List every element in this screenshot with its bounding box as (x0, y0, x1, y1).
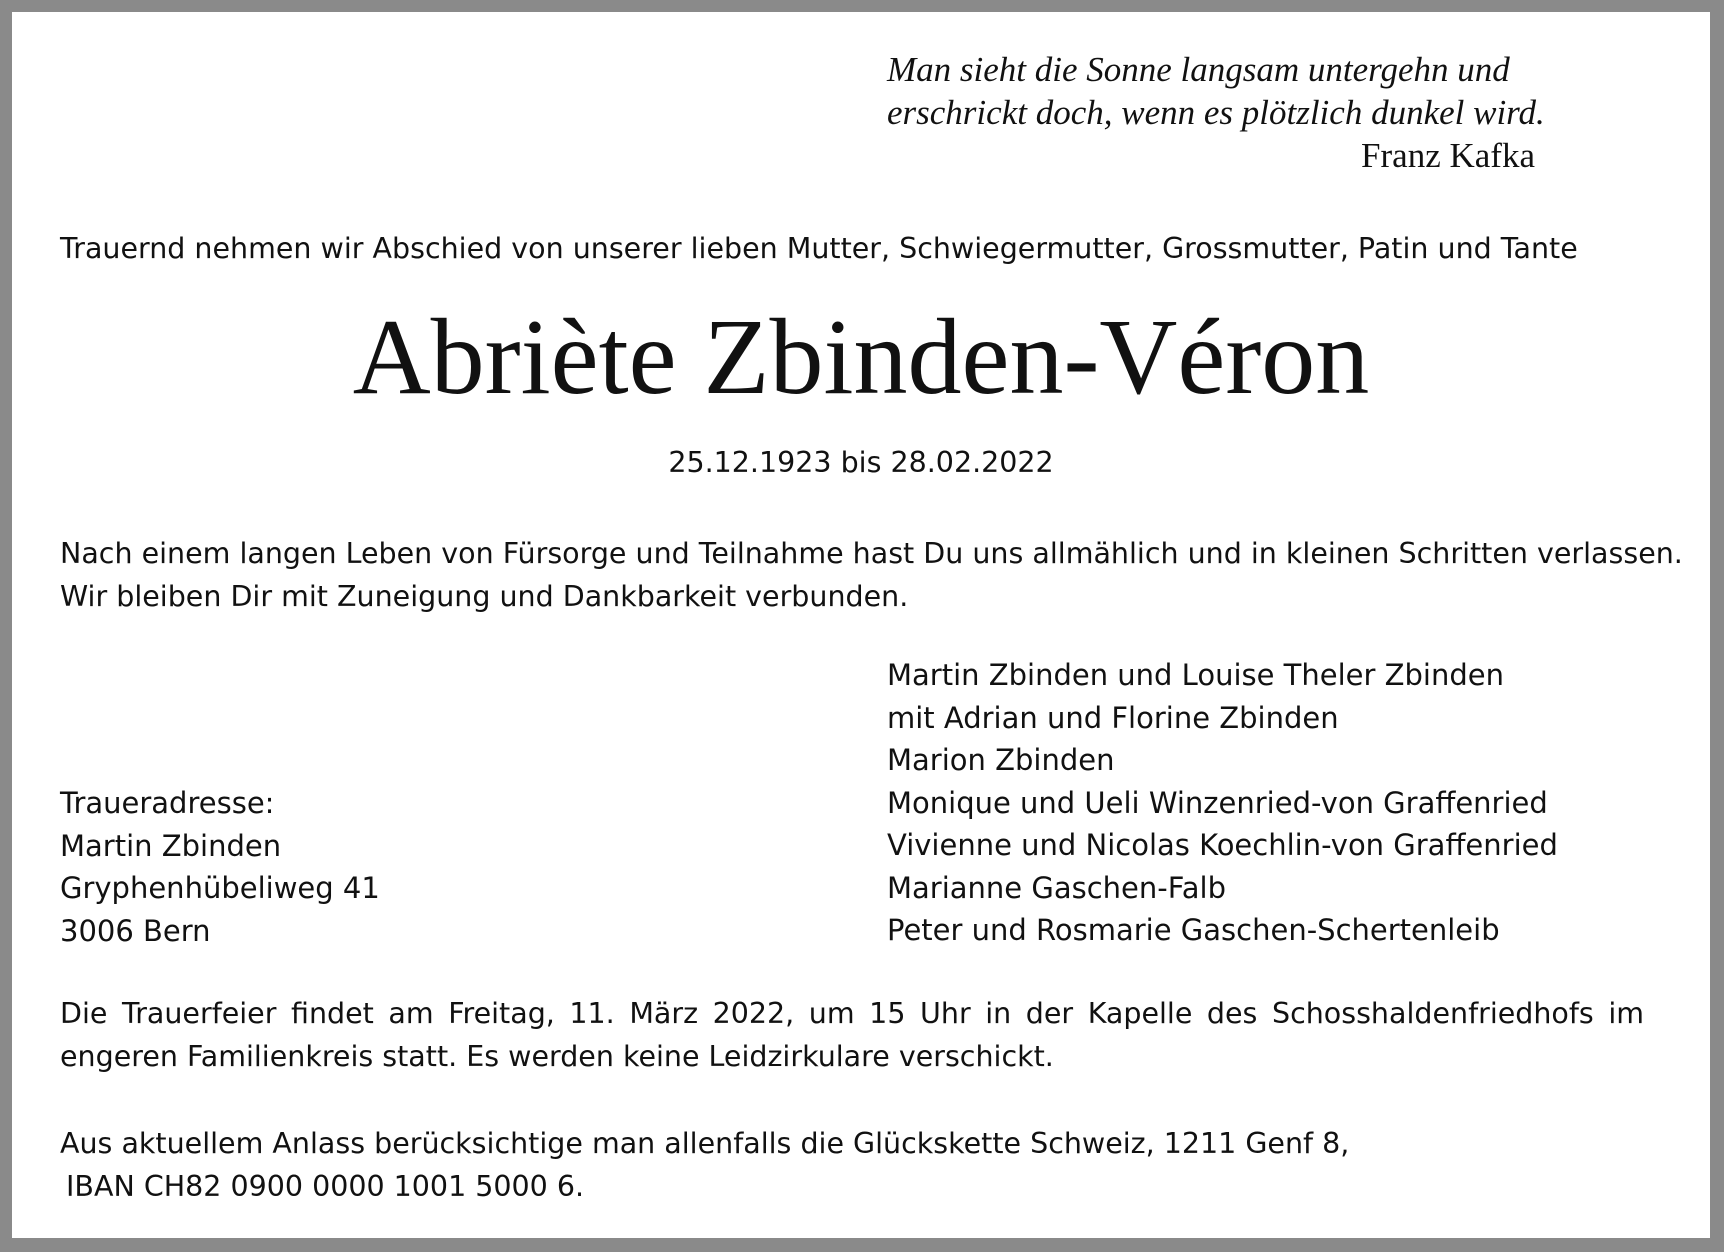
family-list (887, 654, 1558, 952)
address-street: Gryphenhübeliweg 41 (60, 871, 380, 905)
family-member: Peter und Rosmarie Gaschen-Schertenleib (887, 913, 1500, 947)
obituary-notice (12, 12, 1710, 1238)
ceremony-info (60, 992, 1644, 1078)
address-label: Traueradresse: (60, 786, 275, 820)
address-city: 3006 Bern (60, 913, 211, 948)
donation-line: Aus aktuellem Anlass berücksichtige man allenfalls die Glückskette Schweiz, 1211 Genf 8, (60, 1127, 1350, 1160)
quote-block (887, 48, 1545, 177)
mourning-address (60, 782, 380, 952)
family-member: mit Adrian und Florine Zbinden (887, 700, 1339, 735)
deceased-name: Abriète Zbinden-Véron (352, 298, 1370, 417)
family-member: Martin Zbinden und Louise Theler Zbinden (887, 658, 1505, 692)
farewell-message (60, 532, 1683, 618)
family-member: Marion Zbinden (887, 743, 1115, 777)
address-name: Martin Zbinden (60, 828, 282, 863)
donation-info (60, 1122, 1349, 1208)
ceremony-line: engeren Familienkreis statt. Es werden keine Leidzirkulare verschickt. (60, 1040, 1054, 1073)
life-dates: 25.12.1923 bis 28.02.2022 (668, 446, 1054, 479)
message-line: Nach einem langen Leben von Fürsorge und Teilnahme hast Du uns allmählich und in kleinen Schritten verlassen. (60, 537, 1683, 570)
family-member: Vivienne und Nicolas Koechlin-von Graffenried (887, 828, 1558, 862)
message-line: Wir bleiben Dir mit Zuneigung und Dankbarkeit verbunden. (60, 580, 909, 613)
quote-line: Man sieht die Sonne langsam untergehn und (887, 50, 1510, 89)
intro-text: Trauernd nehmen wir Abschied von unserer lieben Mutter, Schwiegermutter, Grossmutter, Patin und Tante (60, 232, 1578, 265)
quote-line: erschrickt doch, wenn es plötzlich dunkel wird. (887, 93, 1545, 132)
donation-iban: IBAN CH82 0900 0000 1001 5000 6. (66, 1170, 585, 1203)
ceremony-line: Die Trauerfeier findet am Freitag, 11. März 2022, um 15 Uhr in der Kapelle des Schosshaldenfriedhofs im (60, 997, 1644, 1030)
quote-author: Franz Kafka (1361, 136, 1535, 175)
family-member: Marianne Gaschen-Falb (887, 870, 1226, 905)
family-member: Monique und Ueli Winzenried-von Graffenried (887, 785, 1548, 820)
